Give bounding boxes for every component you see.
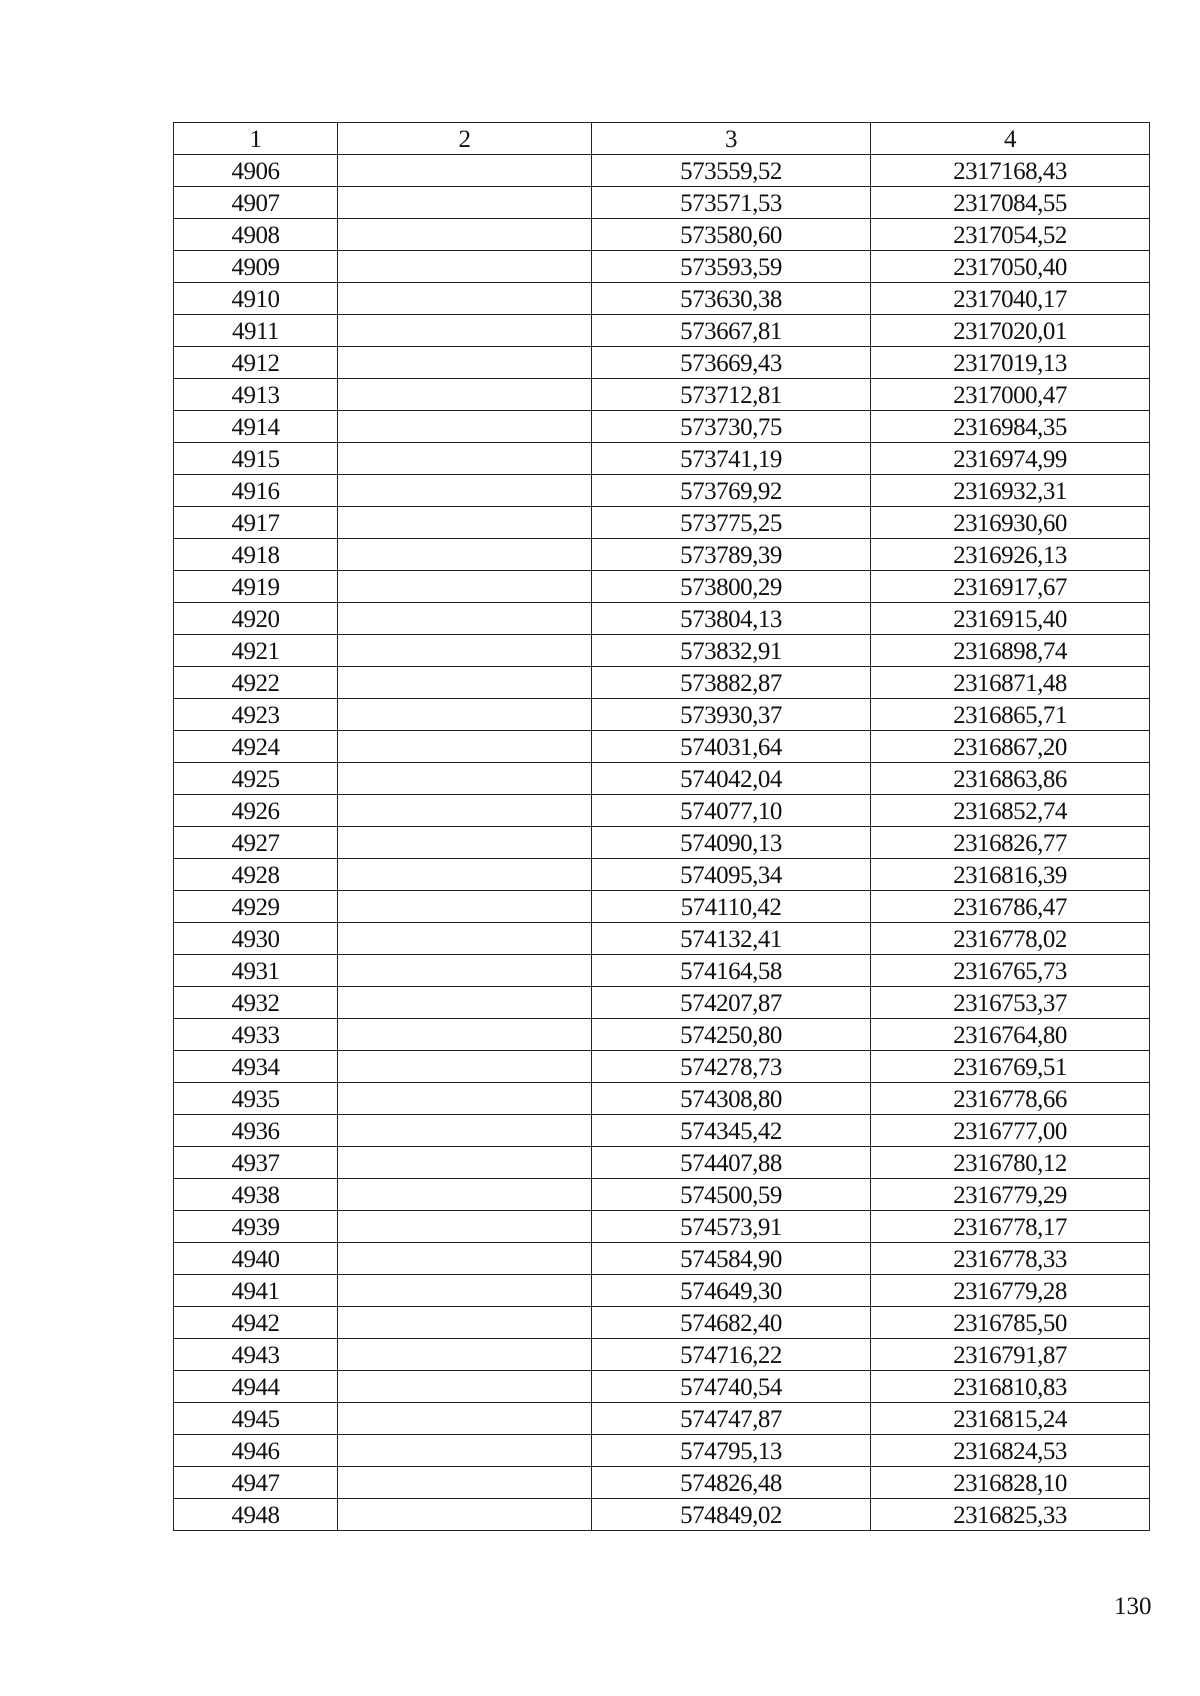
table-row xyxy=(174,827,1150,859)
table-cell: 2316826,77 xyxy=(871,827,1150,859)
table-cell: 574584,90 xyxy=(592,1243,871,1275)
table-cell: 574849,02 xyxy=(592,1499,871,1531)
table-cell: 4912 xyxy=(174,347,338,379)
table-cell: 2316778,02 xyxy=(871,923,1150,955)
table-row xyxy=(174,859,1150,891)
table-cell xyxy=(338,1307,592,1339)
table-row xyxy=(174,603,1150,635)
table-cell: 2316824,53 xyxy=(871,1435,1150,1467)
table-cell: 4928 xyxy=(174,859,338,891)
table-cell: 4938 xyxy=(174,1179,338,1211)
table-cell xyxy=(338,219,592,251)
table-row xyxy=(174,1435,1150,1467)
table-cell: 4932 xyxy=(174,987,338,1019)
table-cell: 574042,04 xyxy=(592,763,871,795)
table-cell xyxy=(338,347,592,379)
table-cell xyxy=(338,859,592,891)
table-cell: 2317168,43 xyxy=(871,155,1150,187)
table-cell: 573580,60 xyxy=(592,219,871,251)
table-row xyxy=(174,1147,1150,1179)
table-cell: 573832,91 xyxy=(592,635,871,667)
table-row xyxy=(174,411,1150,443)
table-cell: 4930 xyxy=(174,923,338,955)
table-cell: 2316974,99 xyxy=(871,443,1150,475)
table-cell: 4922 xyxy=(174,667,338,699)
table-cell: 2316917,67 xyxy=(871,571,1150,603)
table-cell xyxy=(338,379,592,411)
table-cell: 574250,80 xyxy=(592,1019,871,1051)
table-cell: 4942 xyxy=(174,1307,338,1339)
table-row xyxy=(174,891,1150,923)
table-cell xyxy=(338,1051,592,1083)
column-header: 4 xyxy=(871,123,1150,155)
table-cell xyxy=(338,795,592,827)
table-cell: 4910 xyxy=(174,283,338,315)
coordinates-table xyxy=(173,122,1150,1531)
table-cell: 4914 xyxy=(174,411,338,443)
table-cell: 4924 xyxy=(174,731,338,763)
table-cell: 2316785,50 xyxy=(871,1307,1150,1339)
table-cell: 574031,64 xyxy=(592,731,871,763)
table-row xyxy=(174,379,1150,411)
table-cell: 574077,10 xyxy=(592,795,871,827)
table-cell: 2316825,33 xyxy=(871,1499,1150,1531)
table-cell: 4947 xyxy=(174,1467,338,1499)
table-cell xyxy=(338,763,592,795)
table-cell: 4917 xyxy=(174,507,338,539)
table-cell: 4941 xyxy=(174,1275,338,1307)
table-cell: 4936 xyxy=(174,1115,338,1147)
table-cell xyxy=(338,1371,592,1403)
table-row xyxy=(174,187,1150,219)
table-cell: 4909 xyxy=(174,251,338,283)
table-cell: 2316828,10 xyxy=(871,1467,1150,1499)
table-cell: 574095,34 xyxy=(592,859,871,891)
table-row xyxy=(174,1019,1150,1051)
table-row xyxy=(174,1083,1150,1115)
table-cell: 573712,81 xyxy=(592,379,871,411)
table-cell: 2316865,71 xyxy=(871,699,1150,731)
table-cell: 573769,92 xyxy=(592,475,871,507)
table-cell xyxy=(338,187,592,219)
table-cell xyxy=(338,955,592,987)
table-cell: 574278,73 xyxy=(592,1051,871,1083)
table-cell xyxy=(338,1083,592,1115)
table-row xyxy=(174,763,1150,795)
table-row xyxy=(174,347,1150,379)
table-row xyxy=(174,1243,1150,1275)
table-row xyxy=(174,443,1150,475)
page-number: 130 xyxy=(1114,1593,1152,1620)
table-cell: 2317020,01 xyxy=(871,315,1150,347)
table-row xyxy=(174,219,1150,251)
table-cell: 2317040,17 xyxy=(871,283,1150,315)
table-cell: 2316765,73 xyxy=(871,955,1150,987)
table-cell: 2316810,83 xyxy=(871,1371,1150,1403)
table-cell: 2316764,80 xyxy=(871,1019,1150,1051)
table-cell: 574682,40 xyxy=(592,1307,871,1339)
table-header-row xyxy=(174,123,1150,155)
table-cell: 574826,48 xyxy=(592,1467,871,1499)
table-cell: 574345,42 xyxy=(592,1115,871,1147)
table-cell: 4908 xyxy=(174,219,338,251)
table-cell: 4916 xyxy=(174,475,338,507)
table-row xyxy=(174,283,1150,315)
table-cell xyxy=(338,475,592,507)
table-cell: 2316863,86 xyxy=(871,763,1150,795)
table-cell: 2316777,00 xyxy=(871,1115,1150,1147)
table-cell: 2317019,13 xyxy=(871,347,1150,379)
table-cell: 2316778,17 xyxy=(871,1211,1150,1243)
table-cell: 4920 xyxy=(174,603,338,635)
table-cell: 574649,30 xyxy=(592,1275,871,1307)
table-cell xyxy=(338,1211,592,1243)
table-cell xyxy=(338,1147,592,1179)
table-cell: 4937 xyxy=(174,1147,338,1179)
table-cell: 4944 xyxy=(174,1371,338,1403)
table-cell xyxy=(338,603,592,635)
table-cell: 4934 xyxy=(174,1051,338,1083)
table-cell: 574207,87 xyxy=(592,987,871,1019)
table-row xyxy=(174,571,1150,603)
table-body xyxy=(174,155,1150,1531)
table-cell: 2316915,40 xyxy=(871,603,1150,635)
table-row xyxy=(174,1275,1150,1307)
table-cell: 4946 xyxy=(174,1435,338,1467)
table-cell: 2316769,51 xyxy=(871,1051,1150,1083)
table-cell: 4945 xyxy=(174,1403,338,1435)
table-cell: 574747,87 xyxy=(592,1403,871,1435)
table-row xyxy=(174,1051,1150,1083)
table-cell xyxy=(338,283,592,315)
table-row xyxy=(174,795,1150,827)
table-cell xyxy=(338,731,592,763)
table-cell: 573669,43 xyxy=(592,347,871,379)
table-cell: 573571,53 xyxy=(592,187,871,219)
table-cell: 4913 xyxy=(174,379,338,411)
table-row xyxy=(174,1467,1150,1499)
table-row xyxy=(174,987,1150,1019)
table-cell: 4915 xyxy=(174,443,338,475)
table-cell: 4907 xyxy=(174,187,338,219)
table-cell: 573593,59 xyxy=(592,251,871,283)
table-cell xyxy=(338,251,592,283)
table-row xyxy=(174,1371,1150,1403)
table-cell: 574407,88 xyxy=(592,1147,871,1179)
table-cell: 574795,13 xyxy=(592,1435,871,1467)
table-cell: 2316871,48 xyxy=(871,667,1150,699)
column-header: 2 xyxy=(338,123,592,155)
table-row xyxy=(174,667,1150,699)
table-cell: 2316779,28 xyxy=(871,1275,1150,1307)
table-row xyxy=(174,251,1150,283)
table-row xyxy=(174,635,1150,667)
table-cell xyxy=(338,1179,592,1211)
table-row xyxy=(174,1211,1150,1243)
table-cell xyxy=(338,1019,592,1051)
table-cell: 574573,91 xyxy=(592,1211,871,1243)
table-cell: 4926 xyxy=(174,795,338,827)
table-cell: 2317054,52 xyxy=(871,219,1150,251)
table-cell: 2316930,60 xyxy=(871,507,1150,539)
table-cell: 573667,81 xyxy=(592,315,871,347)
table-cell: 573930,37 xyxy=(592,699,871,731)
table-cell xyxy=(338,923,592,955)
table-cell: 4933 xyxy=(174,1019,338,1051)
table-cell xyxy=(338,539,592,571)
table-cell: 573789,39 xyxy=(592,539,871,571)
table-cell xyxy=(338,155,592,187)
table-cell: 2316898,74 xyxy=(871,635,1150,667)
table-row xyxy=(174,699,1150,731)
table-cell: 574110,42 xyxy=(592,891,871,923)
table-cell: 574090,13 xyxy=(592,827,871,859)
table-cell: 2316815,24 xyxy=(871,1403,1150,1435)
table-cell: 2316779,29 xyxy=(871,1179,1150,1211)
table-row xyxy=(174,1499,1150,1531)
table-cell: 574500,59 xyxy=(592,1179,871,1211)
table-cell xyxy=(338,315,592,347)
table-cell: 573775,25 xyxy=(592,507,871,539)
table-cell xyxy=(338,1403,592,1435)
table-cell: 2317000,47 xyxy=(871,379,1150,411)
table-cell: 4918 xyxy=(174,539,338,571)
table-cell xyxy=(338,667,592,699)
table-cell xyxy=(338,891,592,923)
table-row xyxy=(174,507,1150,539)
table-row xyxy=(174,731,1150,763)
table-cell: 4923 xyxy=(174,699,338,731)
table-cell xyxy=(338,1275,592,1307)
table-cell: 573730,75 xyxy=(592,411,871,443)
table-cell: 4927 xyxy=(174,827,338,859)
table-cell xyxy=(338,411,592,443)
column-header: 3 xyxy=(592,123,871,155)
table-cell: 4919 xyxy=(174,571,338,603)
table-cell: 2316932,31 xyxy=(871,475,1150,507)
table-row xyxy=(174,923,1150,955)
table-cell: 2316791,87 xyxy=(871,1339,1150,1371)
table-cell: 573630,38 xyxy=(592,283,871,315)
table-row xyxy=(174,1339,1150,1371)
table-cell: 2316816,39 xyxy=(871,859,1150,891)
table-cell: 2316778,33 xyxy=(871,1243,1150,1275)
table-cell xyxy=(338,507,592,539)
table-cell: 4906 xyxy=(174,155,338,187)
table-cell xyxy=(338,1339,592,1371)
table-cell xyxy=(338,1435,592,1467)
table-cell: 4931 xyxy=(174,955,338,987)
table-row xyxy=(174,155,1150,187)
table-cell: 573804,13 xyxy=(592,603,871,635)
table-row xyxy=(174,475,1150,507)
table-cell: 4911 xyxy=(174,315,338,347)
table-cell: 573559,52 xyxy=(592,155,871,187)
table-cell: 573882,87 xyxy=(592,667,871,699)
table-cell: 4925 xyxy=(174,763,338,795)
table-cell: 2316778,66 xyxy=(871,1083,1150,1115)
table-cell: 574716,22 xyxy=(592,1339,871,1371)
table-cell: 4940 xyxy=(174,1243,338,1275)
table-cell xyxy=(338,827,592,859)
table-cell: 2316867,20 xyxy=(871,731,1150,763)
table-cell: 574740,54 xyxy=(592,1371,871,1403)
table-cell: 2317050,40 xyxy=(871,251,1150,283)
table-cell: 574308,80 xyxy=(592,1083,871,1115)
table-cell: 574164,58 xyxy=(592,955,871,987)
table-row xyxy=(174,955,1150,987)
table-row xyxy=(174,1307,1150,1339)
table-cell: 4929 xyxy=(174,891,338,923)
table-cell: 574132,41 xyxy=(592,923,871,955)
table-row xyxy=(174,1403,1150,1435)
table-cell xyxy=(338,1499,592,1531)
table-cell: 4948 xyxy=(174,1499,338,1531)
table-cell: 2316780,12 xyxy=(871,1147,1150,1179)
table-cell: 2316926,13 xyxy=(871,539,1150,571)
column-header: 1 xyxy=(174,123,338,155)
table-cell: 4943 xyxy=(174,1339,338,1371)
table-cell: 2316984,35 xyxy=(871,411,1150,443)
table-cell: 2317084,55 xyxy=(871,187,1150,219)
table-cell xyxy=(338,1243,592,1275)
table-cell xyxy=(338,571,592,603)
table-row xyxy=(174,315,1150,347)
table-row xyxy=(174,1179,1150,1211)
table-row xyxy=(174,539,1150,571)
table-cell: 573800,29 xyxy=(592,571,871,603)
table-cell xyxy=(338,699,592,731)
table-cell: 4939 xyxy=(174,1211,338,1243)
table-cell: 4935 xyxy=(174,1083,338,1115)
table-cell: 4921 xyxy=(174,635,338,667)
table-cell: 2316852,74 xyxy=(871,795,1150,827)
table-cell xyxy=(338,635,592,667)
table-cell: 2316786,47 xyxy=(871,891,1150,923)
table-cell xyxy=(338,443,592,475)
table-cell xyxy=(338,1467,592,1499)
table-cell: 2316753,37 xyxy=(871,987,1150,1019)
table-cell xyxy=(338,1115,592,1147)
table-cell xyxy=(338,987,592,1019)
table-cell: 573741,19 xyxy=(592,443,871,475)
table-row xyxy=(174,1115,1150,1147)
